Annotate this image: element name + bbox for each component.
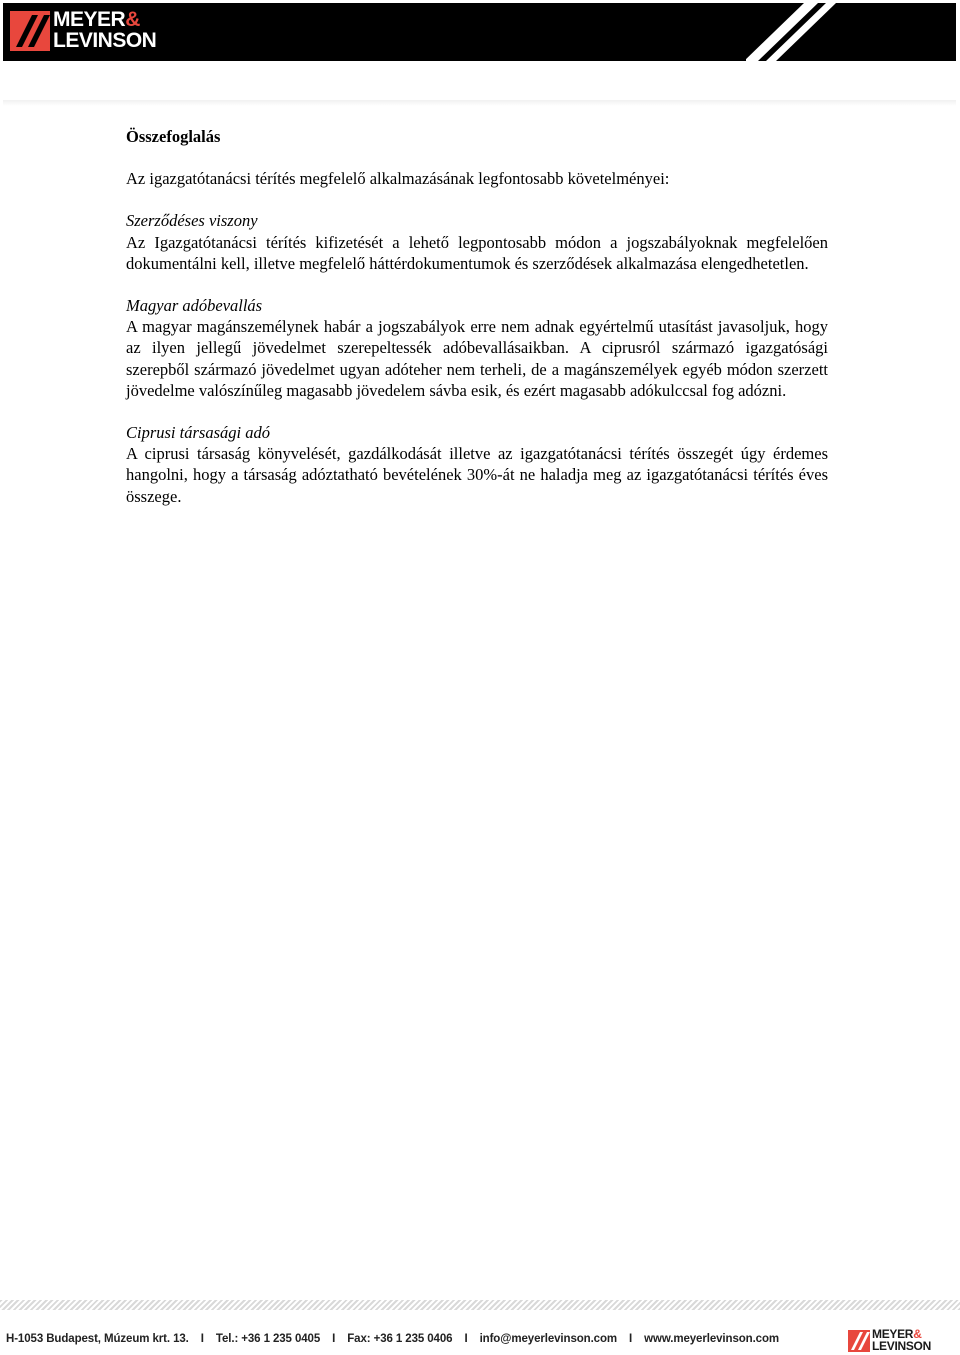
footer-separator: I <box>464 1333 468 1345</box>
footer-logo <box>848 1326 952 1354</box>
section-heading: Szerződéses viszony <box>126 211 258 231</box>
footer-divider <box>0 1300 960 1310</box>
footer-logo-ampersand: & <box>913 1327 922 1341</box>
intro-paragraph: Az igazgatótanácsi térítés megfelelő alkalmazásának legfontosabb követelményei: <box>126 169 670 189</box>
footer-address: H-1053 Budapest, Múzeum krt. 13. <box>6 1333 189 1345</box>
meyer-levinson-logo-icon <box>10 11 50 51</box>
header-shadow <box>3 100 956 106</box>
page-header <box>3 3 956 61</box>
document-title: Összefoglalás <box>126 127 221 146</box>
footer-separator: I <box>629 1333 633 1345</box>
section-tax-return <box>126 295 828 401</box>
logo-line2: LEVINSON <box>53 29 157 52</box>
footer-logo-text <box>872 1328 931 1352</box>
footer-fax: Fax: +36 1 235 0406 <box>347 1333 453 1345</box>
logo-line1: MEYER <box>53 8 126 31</box>
footer-website: www.meyerlevinson.com <box>644 1333 780 1345</box>
meyer-levinson-logo-icon <box>848 1330 870 1352</box>
section-heading: Magyar adóbevallás <box>126 296 263 316</box>
header-stripes-decoration <box>746 3 956 61</box>
footer-contact <box>6 1333 779 1345</box>
section-text: A ciprusi társaság könyvelését, gazdálkodását illetve az igazgatótanácsi térítés összegét úgy érdemes hangolni, hogy a társaság adóztatható bevételének 30%-át ne haladja meg az igazgatótanácsi térítés éves összege. <box>126 444 828 506</box>
section-heading: Ciprusi társasági adó <box>126 423 270 443</box>
footer-logo-line1: MEYER <box>872 1327 914 1341</box>
section-text: A magyar magánszemélynek habár a jogszabályok erre nem adnak egyértelmű utasítást javasoljuk, hogy az ilyen jellegű jövedelmet szerepeltessék adóbevallásaikban. A ciprusról származó igazgatósági szerepből származó jövedelmet ugyan adóteher nem terheli, de a magánszemélyek egyéb módon szerzett jövedelme valószínűleg magasabb jövedelem sávba esik, és ezért magasabb adókulccsal fog adózni. <box>126 317 828 400</box>
document-body <box>126 126 828 528</box>
footer-logo-line2: LEVINSON <box>872 1339 931 1353</box>
footer-email: info@meyerlevinson.com <box>479 1333 618 1345</box>
footer-separator: I <box>332 1333 336 1345</box>
section-text: Az Igazgatótanácsi térítés kifizetését a lehető legpontosabb módon a jogszabályoknak megfelelően dokumentálni kell, illetve megfelelő háttérdokumentumok és szerződések alkalmazása elengedhetetlen. <box>126 232 828 273</box>
footer-separator: I <box>200 1333 204 1345</box>
logo-ampersand: & <box>125 8 140 31</box>
footer-phone: Tel.: +36 1 235 0405 <box>215 1333 321 1345</box>
brand-logo <box>53 9 156 51</box>
section-contract <box>126 210 828 274</box>
section-cyprus-tax <box>126 422 828 507</box>
